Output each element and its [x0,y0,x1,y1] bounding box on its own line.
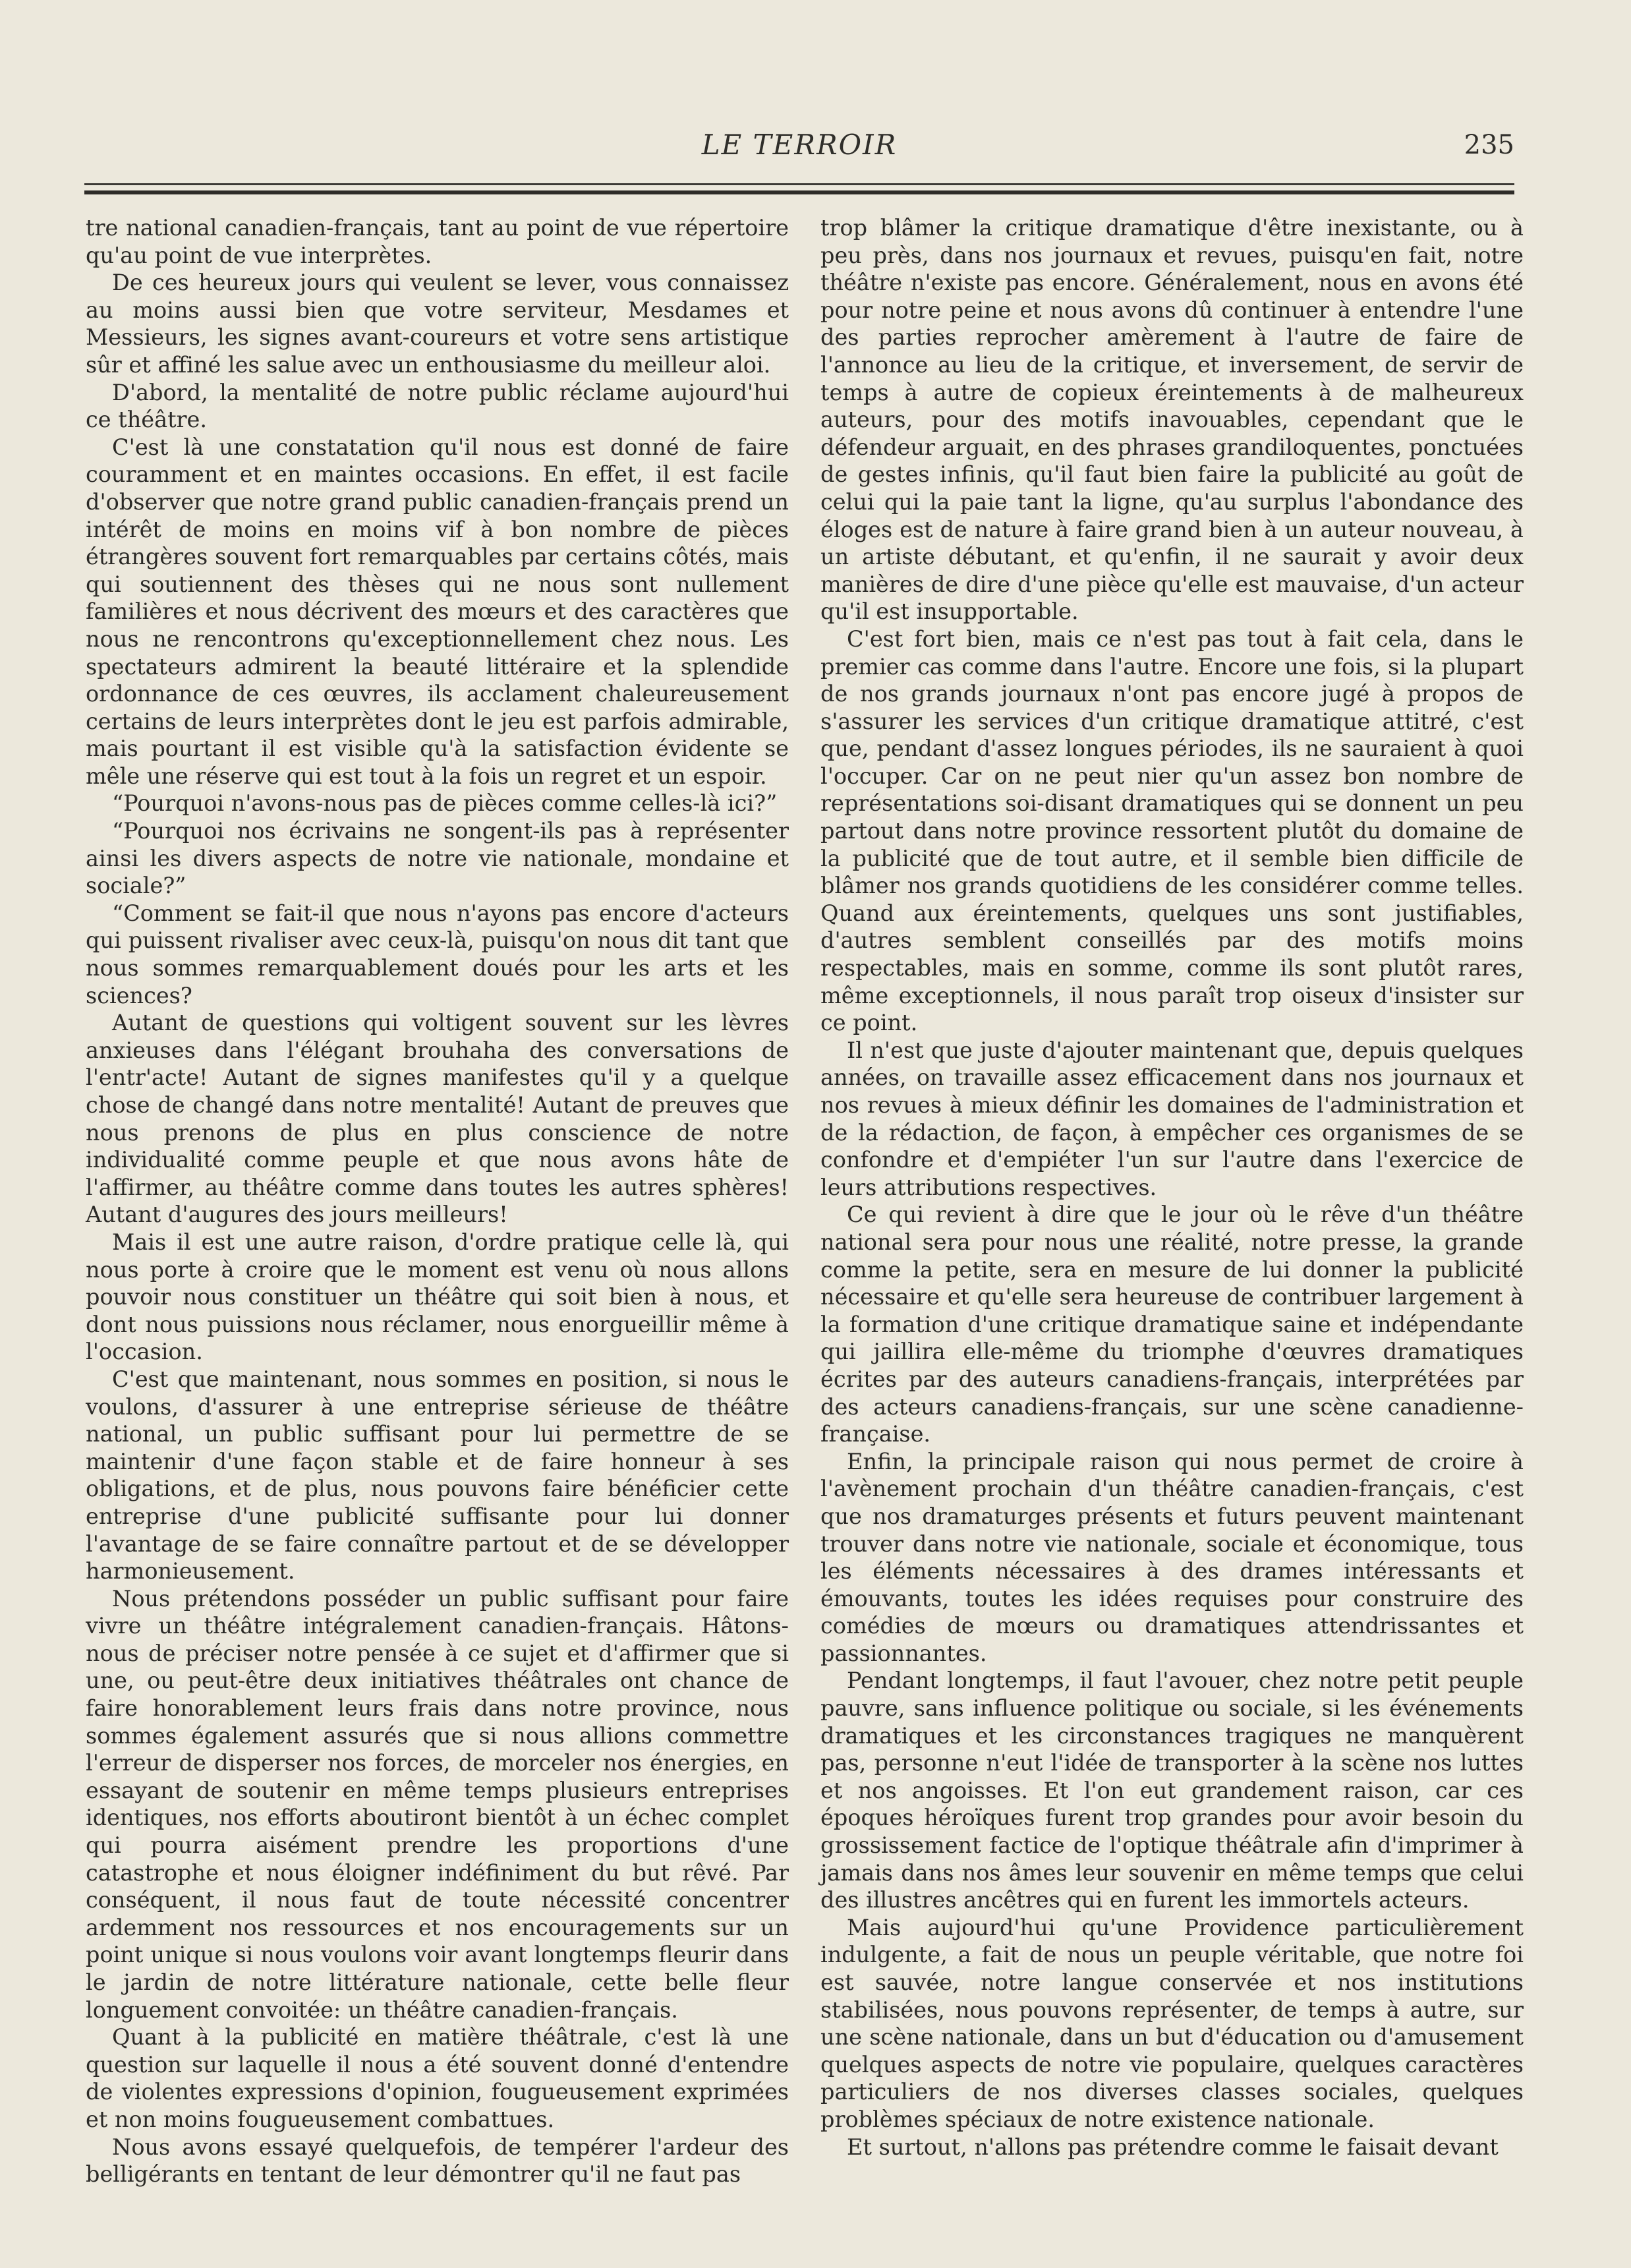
paragraph: D'abord, la mentalité de notre public réclame aujourd'hui ce théâtre. [86,379,789,433]
paragraph: C'est là une constatation qu'il nous est donné de faire couramment et en maintes occasions. En effet, il est facile d'observer que notre grand public canadien-français prend un intérêt de moins en moins vif à bon nombre de pièces étrangères souvent fort remarquables par certains côtés, mais qui soutiennent des thèses qui ne nous sont nullement familières et nous décrivent des mœurs et des caractères que nous ne rencontrons qu'exceptionnellement chez nous. Les spectateurs admirent la beauté littéraire et la splendide ordonnance de ces œuvres, ils acclament chaleureusement certains de leurs interprètes dont le jeu est parfois admirable, mais pourtant il est visible qu'à la satisfaction évidente se mêle une réserve qui est tout à la fois un regret et un espoir. [86,434,789,789]
right-column [820,214,1524,2161]
paragraph: Nous prétendons posséder un public suffisant pour faire vivre un théâtre intégralement canadien-français. Hâtons-nous de préciser notre pensée à ce sujet et d'affirmer que si une, ou peut-être deux initiatives théâtrales ont chance de faire honorablement leurs frais dans notre province, nous sommes également assurés que si nous allions commettre l'erreur de disperser nos forces, de morceler nos énergies, en essayant de soutenir en même temps plusieurs entreprises identiques, nos efforts aboutiront bientôt à un échec complet qui pourra aisément prendre les proportions d'une catastrophe et nous éloigner indéfiniment du but rêvé. Par conséquent, il nous faut de toute nécessité concentrer ardemment nos ressources et nos encouragements sur un point unique si nous voulons voir avant longtemps fleurir dans le jardin de notre littérature nationale, cette belle fleur longuement convoitée: un théâtre canadien-français. [86,1585,789,2023]
paragraph: trop blâmer la critique dramatique d'être inexistante, ou à peu près, dans nos journaux et revues, puisqu'en fait, notre théâtre n'existe pas encore. Généralement, nous en avons été pour notre peine et nous avons dû continuer à entendre l'une des parties reprocher amèrement à l'autre de faire de l'annonce au lieu de la critique, et inversement, de servir de temps à autre de copieux éreintements à de malheureux auteurs, pour des motifs inavouables, cependant que le défendeur arguait, en des phrases grandiloquentes, ponctuées de gestes infinis, qu'il faut bien faire la publicité au goût de celui qui la paie tant la ligne, qu'au surplus l'abondance des éloges est de nature à faire grand bien à un auteur nouveau, à un artiste débutant, et qu'enfin, il ne saurait y avoir deux manières de dire d'une pièce qu'elle est mauvaise, d'un acteur qu'il est insupportable. [820,215,1524,625]
paragraph: C'est que maintenant, nous sommes en position, si nous le voulons, d'assurer à une entreprise sérieuse de théâtre national, un public suffisant pour lui permettre de se maintenir d'une façon stable et de faire honneur à ses obligations, et de plus, nous pouvons faire bénéficier cette entreprise d'une publicité suffisante pour lui donner l'avantage de se faire connaître partout et de se développer harmonieusement. [86,1366,789,1585]
header-rule-thin [84,183,1514,185]
paragraph: “Pourquoi nos écrivains ne songent-ils pas à représenter ainsi les divers aspects de notre vie nationale, mondaine et sociale?” [86,818,789,899]
paragraph: Ce qui revient à dire que le jour où le rêve d'un théâtre national sera pour nous une réalité, notre presse, la grande comme la petite, sera en mesure de lui donner la publicité nécessaire et qu'elle sera heureuse de contribuer largement à la formation d'une critique dramatique saine et indépendante qui jaillira elle-même du triomphe d'œuvres dramatiques écrites par des auteurs canadiens-français, interprétées par des acteurs canadiens-français, sur une scène canadienne-française. [820,1202,1524,1447]
paragraph: “Comment se fait-il que nous n'ayons pas encore d'acteurs qui puissent rivaliser avec ceux-là, puisqu'on nous dit tant que nous sommes remarquablement doués pour les arts et les sciences? [86,900,789,1008]
paragraph: Mais aujourd'hui qu'une Providence particulièrement indulgente, a fait de nous un peuple véritable, que notre foi est sauvée, notre langue conservée et nos institutions stabilisées, nous pouvons représenter, de temps à autre, sur une scène nationale, dans un but d'éducation ou d'amusement quelques aspects de notre vie populaire, quelques caractères particuliers de nos diverses classes sociales, quelques problèmes spéciaux de notre existence nationale. [820,1914,1524,2132]
paragraph: Enfin, la principale raison qui nous permet de croire à l'avènement prochain d'un théâtre canadien-français, c'est que nos dramaturges présents et futurs peuvent maintenant trouver dans notre vie nationale, sociale et économique, tous les éléments nécessaires à des drames intéressants et émouvants, toutes les idées requises pour construire des comédies de mœurs ou dramatiques attendrissantes et passionnantes. [820,1448,1524,1666]
paragraph: “Pourquoi n'avons-nous pas de pièces comme celles-là ici?” [112,790,778,817]
paragraph: tre national canadien-français, tant au point de vue répertoire qu'au point de vue interprètes. [86,215,789,268]
paragraph: Pendant longtemps, il faut l'avouer, chez notre petit peuple pauvre, sans influence politique ou sociale, si les événements dramatiques et les circonstances tragiques ne manquèrent pas, personne n'eut l'idée de transporter à la scène nos luttes et nos angoisses. Et l'on eut grandement raison, car ces époques héroïques furent trop grandes pour avoir besoin du grossissement factice de l'optique théâtrale afin d'imprimer à jamais dans nos âmes leur souvenir en même temps que celui des illustres ancêtres qui en furent les immortels acteurs. [820,1668,1524,1913]
paragraph: Mais il est une autre raison, d'ordre pratique celle là, qui nous porte à croire que le moment est venu où nous allons pouvoir nous constituer un théâtre qui soit bien à nous, et dont nous puissions nous réclamer, nous enorgueillir même à l'occasion. [86,1229,789,1365]
header-rule-thick [84,190,1514,194]
page-header [84,129,1514,168]
paragraph: Et surtout, n'allons pas prétendre comme le faisait devant [847,2134,1499,2160]
paragraph: Quant à la publicité en matière théâtrale, c'est là une question sur laquelle il nous a été souvent donné d'entendre de violentes expressions d'opinion, fougueusement exprimées et non moins fougueusement combattues. [86,2024,789,2132]
paragraph: Autant de questions qui voltigent souvent sur les lèvres anxieuses dans l'élégant brouhaha des conversations de l'entr'acte! Autant de signes manifestes qu'il y a quelque chose de changé dans notre mentalité! Autant de preuves que nous prenons de plus en plus conscience de notre individualité comme peuple et que nous avons hâte de l'affirmer, au théâtre comme dans toutes les autres sphères! Autant d'augures des jours meilleurs! [86,1010,789,1228]
paragraph: Il n'est que juste d'ajouter maintenant que, depuis quelques années, on travaille assez efficacement dans nos journaux et nos revues à mieux définir les domaines de l'administration et de la rédaction, de façon, à empêcher ces organismes de se confondre et d'empiéter l'un sur l'autre dans l'exercice de leurs attributions respectives. [820,1037,1524,1200]
paragraph: C'est fort bien, mais ce n'est pas tout à fait cela, dans le premier cas comme dans l'autre. Encore une fois, si la plupart de nos grands journaux n'ont pas encore jugé à propos de s'assurer les services d'un critique dramatique attitré, c'est que, pendant d'assez longues périodes, ils ne sauraient à quoi l'occuper. Car on ne peut nier qu'un assez bon nombre de représentations soi-disant dramatiques qui se donnent un peu partout dans notre province ressortent plutôt du domaine de la publicité que de tout autre, et il semble bien difficile de blâmer nos grands quotidiens de les considérer comme telles. Quand aux éreintements, quelques uns sont justifiables, d'autres semblent conseillés par des motifs moins respectables, mais en somme, comme ils sont plutôt rares, même exceptionnels, il nous paraît trop oiseux d'insister sur ce point. [820,625,1524,1036]
left-column [86,214,789,2188]
running-title: LE TERROIR [701,129,898,161]
page-number: 235 [1464,130,1514,160]
paragraph: Nous avons essayé quelquefois, de tempérer l'ardeur des belligérants en tentant de leur démontrer qu'il ne faut pas [86,2134,789,2188]
paragraph: De ces heureux jours qui veulent se lever, vous connaissez au moins aussi bien que votre serviteur, Mesdames et Messieurs, les signes avant-coureurs et votre sens artistique sûr et affiné les salue avec un enthousiasme du meilleur aloi. [86,270,789,378]
